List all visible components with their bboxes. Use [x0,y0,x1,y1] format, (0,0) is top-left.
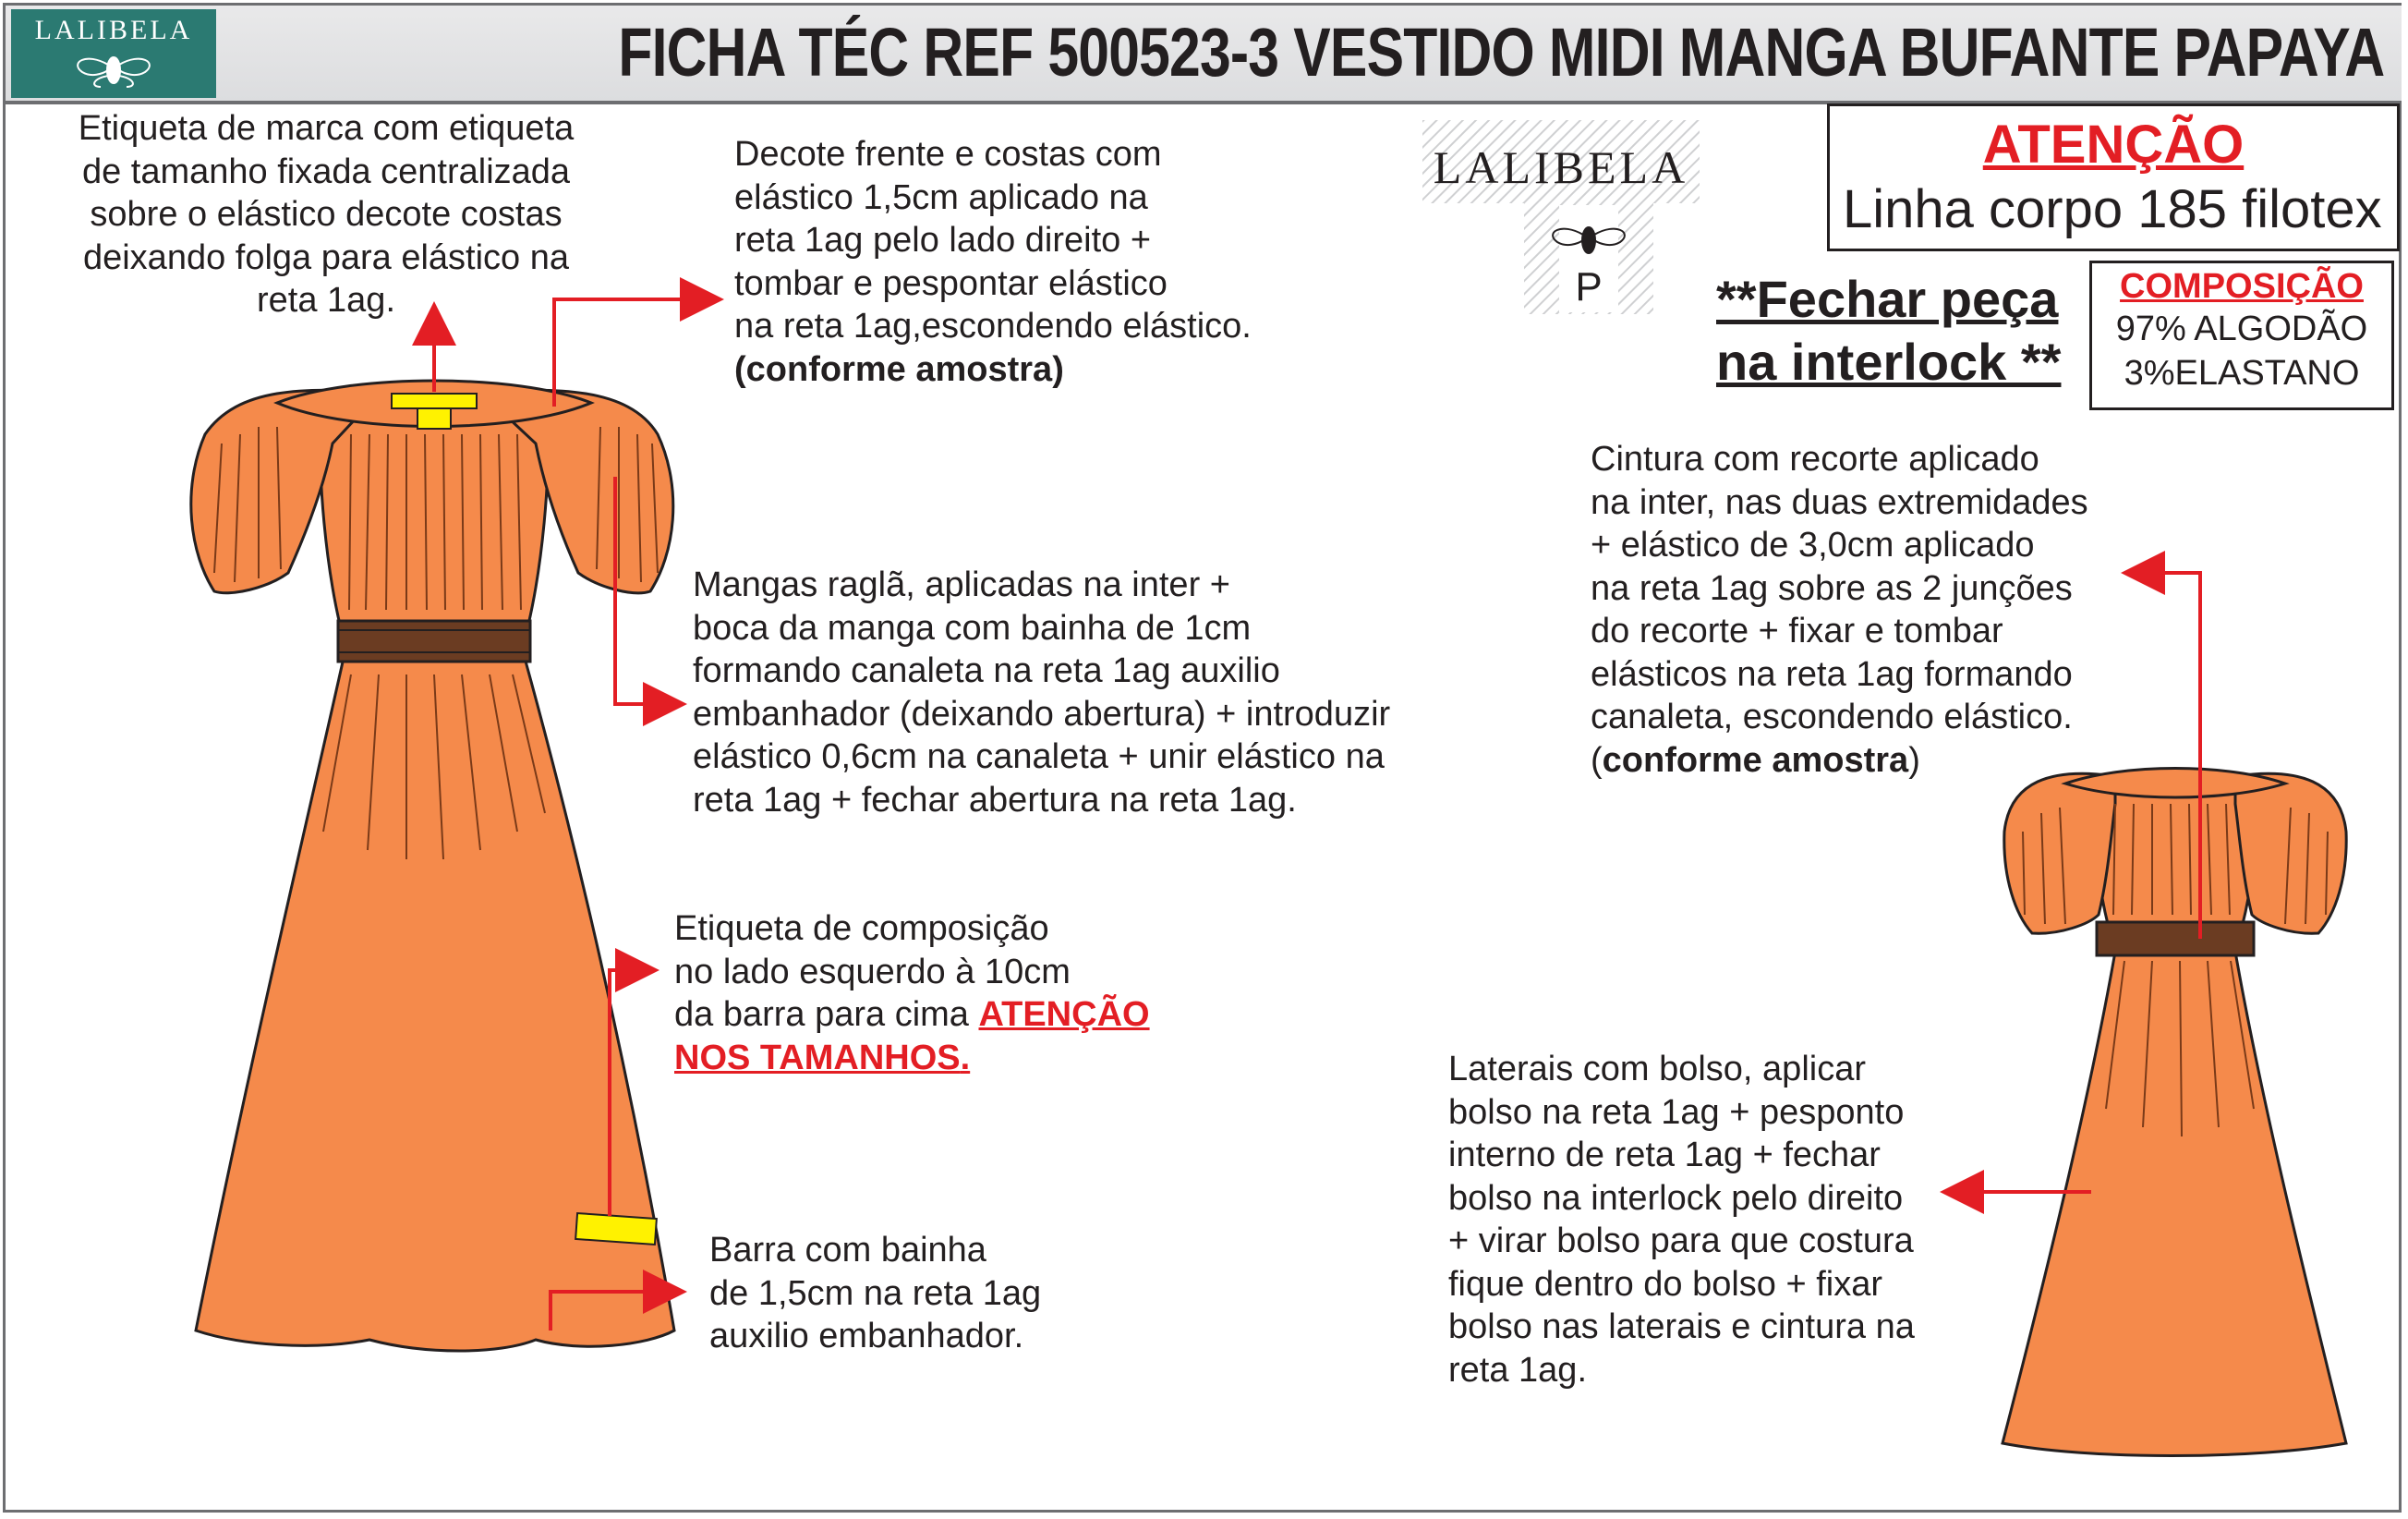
dress-back-waistband [2097,922,2254,955]
note-line: fique dentro do bolso + fixar [1448,1264,1883,1304]
note-line: auxilio embanhador. [709,1317,1024,1355]
note-line: bolso na interlock pelo direito [1448,1178,1904,1218]
note-line: reta 1ag pelo lado direito + [734,221,1152,260]
note-line: formando canaleta na reta 1ag auxilio [693,651,1280,690]
dress-front [191,381,674,1351]
note-line: elásticos na reta 1ag formando [1591,654,2073,694]
closing-note-line1: **Fechar peça [1716,270,2059,328]
brand-logo-name: LALIBELA [34,15,193,45]
note-line: reta 1ag. [1448,1350,1587,1390]
composition-label-marker [575,1213,657,1245]
note-neckline [734,133,1252,391]
note-text: . [960,1038,971,1077]
note-line: no lado esquerdo à 10cm [674,952,1071,991]
note-line: sobre o elástico decote costas [90,195,563,234]
note-line: de 1,5cm na reta 1ag [709,1273,1042,1313]
dress-back-bodice [2096,785,2256,924]
note-sleeves [693,564,1390,821]
note-line: na inter, nas duas extremidades [1591,482,2088,522]
note-line: na reta 1ag sobre as 2 junções [1591,568,2073,608]
note-line [1591,739,2088,783]
note-line: Laterais com bolso, aplicar [1448,1050,1866,1088]
dress-back-skirt [2003,952,2346,1456]
note-line: canaleta, escondendo elástico. [1591,698,2073,736]
note-text: da barra para cima [674,995,979,1034]
note-line: bolso na reta 1ag + pesponto [1448,1092,1905,1132]
note-composition-label [674,907,1150,1079]
note-text: ( [1591,740,1603,780]
note-brand-label [54,107,599,322]
note-line: tombar e pespontar elástico [734,263,1168,303]
dress-back [2003,769,2346,1456]
dress-back-right-sleeve [2235,773,2346,933]
note-line: interno de reta 1ag + fechar [1448,1136,1881,1174]
note-line: bolso nas laterais e cintura na [1448,1307,1915,1346]
note-line: elástico 1,5cm aplicado na [734,177,1148,217]
dress-front-bodice [320,397,548,625]
note-waist [1591,438,2088,782]
note-line: Decote frente e costas com [734,135,1162,174]
note-line: + virar bolso para que costura [1448,1221,1914,1260]
note-line: boca da manga com bainha de 1cm [693,608,1252,648]
note-line: Cintura com recorte aplicado [1591,440,2039,479]
note-hem [709,1229,1041,1358]
note-line: Etiqueta de composição [674,909,1049,948]
document-title: FICHA TÉC REF 500523-3 VESTIDO MIDI MANGA BUFANTE PAPAYA [618,14,2385,91]
closing-note-line2: na interlock ** [1716,333,2062,391]
note-line: (conforme amostra) [734,349,1064,389]
attention-text: Linha corpo 185 filotex [1843,179,2382,239]
note-line: na reta 1ag,escondendo elástico. [734,307,1252,346]
note-warning: ATENÇÃO [978,995,1150,1034]
note-line: + elástico de 3,0cm aplicado [1591,526,2035,565]
note-line: reta 1ag. [257,281,395,320]
note-line: Etiqueta de marca com etiqueta [78,109,575,148]
composition-title: COMPOSIÇÃO [2120,267,2364,306]
note-line: de tamanho fixada centralizada [81,152,571,191]
note-line: Mangas raglã, aplicadas na inter + [693,565,1230,604]
note-line: reta 1ag + fechar abertura na reta 1ag. [693,780,1297,820]
dress-front-skirt [196,658,674,1351]
note-line: deixando folga para elástico na [82,237,570,277]
composition-line2: 3%ELASTANO [2124,354,2360,393]
dress-front-waistband [338,621,530,662]
note-line: elástico 0,6cm na canaleta + unir elástico na [693,737,1385,776]
dress-back-left-sleeve [2004,773,2115,933]
composition-line1: 97% ALGODÃO [2115,310,2368,348]
size-tag-size: P [1575,264,1603,310]
attention-title: ATENÇÃO [1982,115,2245,175]
note-line: embanhador (deixando abertura) + introduzir [693,694,1391,734]
note-line [674,1037,1150,1080]
note-line [674,993,1150,1037]
note-text: conforme amostra [1602,740,1909,780]
size-tag-brand: LALIBELA [1433,141,1689,193]
note-line: do recorte + fixar e tombar [1591,612,2003,650]
note-pockets [1448,1048,1915,1391]
note-text: ) [1908,740,1920,780]
note-line: Barra com bainha [709,1231,986,1270]
note-warning: NOS TAMANHOS [674,1038,961,1077]
